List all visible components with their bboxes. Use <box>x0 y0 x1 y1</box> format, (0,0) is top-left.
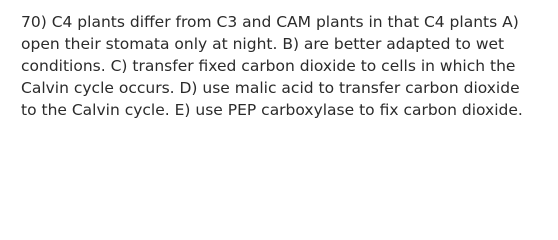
question-line-4: Calvin cycle occurs. D) use malic acid to transfer carbon dioxide <box>21 79 520 97</box>
question-line-1: 70) C4 plants differ from C3 and CAM plants in that C4 plants A) <box>21 13 519 31</box>
question-line-2: open their stomata only at night. B) are better adapted to wet <box>21 35 505 53</box>
question-text <box>21 11 551 121</box>
question-line-3: conditions. C) transfer fixed carbon dioxide to cells in which the <box>21 57 516 75</box>
question-line-5: to the Calvin cycle. E) use PEP carboxylase to fix carbon dioxide. <box>21 101 523 119</box>
